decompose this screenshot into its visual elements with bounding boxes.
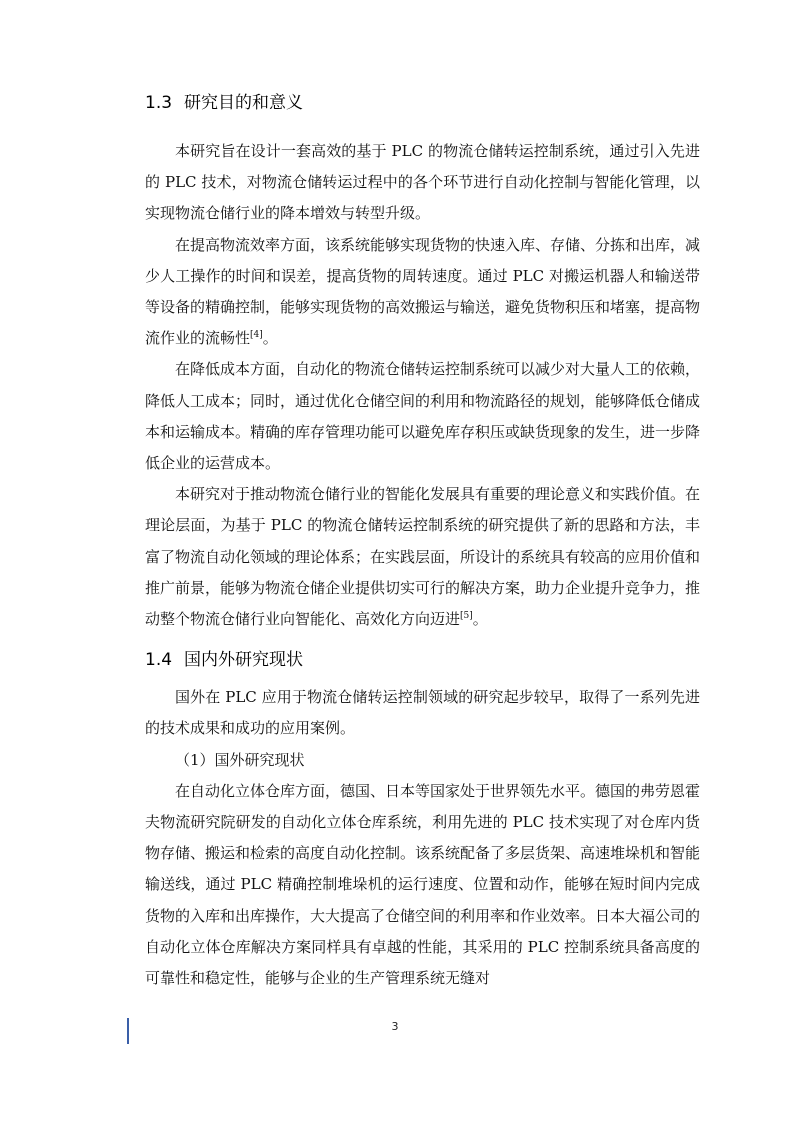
paragraph-text: 在提高物流效率方面，该系统能够实现货物的快速入库、存储、分拣和出库，减少人工操作的时间和误差，提高货物的周转速度。通过 PLC 对搬运机器人和输送带等设备的精确控制，能够实现货物的高效搬运与输送，避免货物积压和堵塞，提高物流作业的流畅性 (145, 235, 701, 348)
paragraph-end: 。 (472, 610, 488, 629)
paragraph-purpose: 本研究旨在设计一套高效的基于 PLC 的物流仓储转运控制系统，通过引入先进的 PLC 技术，对物流仓储转运过程中的各个环节进行自动化控制与智能化管理，以实现物流仓储行业的降本增效与转型升级。 (145, 142, 700, 223)
citation-5: [5] (460, 611, 473, 622)
paragraph-foreign-research: 在自动化立体仓库方面，德国、日本等国家处于世界领先水平。德国的弗劳恩霍夫物流研究院研发的自动化立体仓库系统，利用先进的 PLC 技术实现了对仓库内货物存储、搬运和检索的高度自动化控制。该系统配备了多层货架、高速堆垛机和智能输送线，通过 PLC 精确控制堆垛机的运行速度、位置和动作，能够在短时间内完成货物的入库和出库操作，大大提高了仓储空间的利用率和作业效率。日本大福公司的自动化立体仓库解决方案同样具有卓越的性能，其采用的 PLC 控制系统具备高度的可靠性和稳定性，能够与企业的生产管理系统无缝对 (145, 781, 701, 988)
paragraph-intro: 国外在 PLC 应用于物流仓储转运控制领域的研究起步较早，取得了一系列先进的技术成果和成功的应用案例。 (145, 688, 700, 738)
paragraph-text: 本研究对于推动物流仓储行业的智能化发展具有重要的理论意义和实践价值。在理论层面，为基于 PLC 的物流仓储转运控制系统的研究提供了新的思路和方法，丰富了物流自动化领域的理论体系；在实践层面，所设计的系统具有较高的应用价值和推广前景，能够为物流仓储企业提供切实可行的解决方案，助力企业提升竞争力，推动整个物流仓储行业向智能化、高效化方向迈进 (145, 485, 701, 629)
page-content (145, 88, 700, 994)
page-number: 3 (391, 1020, 399, 1033)
paragraph-significance (145, 479, 700, 635)
subheading-foreign-research: （1）国外研究现状 (175, 750, 305, 769)
paragraph-efficiency (145, 230, 700, 355)
paragraph-cost: 在降低成本方面，自动化的物流仓储转运控制系统可以减少对大量人工的依赖，降低人工成本；同时，通过优化仓储空间的利用和物流路径的规划，能够降低仓储成本和运输成本。精确的库存管理功能可以避免库存积压或缺货现象的发生，进一步降低企业的运营成本。 (145, 360, 701, 473)
footer-accent-bar (127, 1018, 129, 1044)
section-heading-1-3 (145, 88, 700, 118)
section-title: 研究目的和意义 (184, 93, 304, 113)
citation-4: [4] (250, 330, 263, 341)
section-title: 国内外研究现状 (184, 650, 304, 671)
section-number: 1.4 (145, 650, 173, 671)
section-number: 1.3 (145, 93, 173, 113)
paragraph-end: 。 (262, 329, 278, 348)
section-heading-1-4 (145, 645, 700, 675)
